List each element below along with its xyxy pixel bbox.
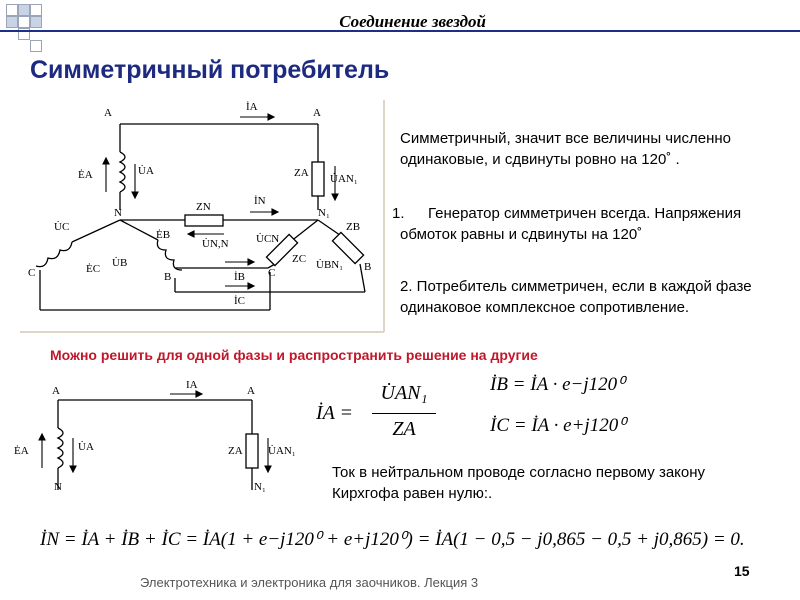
page-title: Симметричный потребитель <box>30 56 390 84</box>
node-label: N₁ <box>318 207 330 219</box>
decor-square <box>6 4 18 16</box>
formula-ib: İB = İA · e−j120⁰ <box>490 374 625 395</box>
list-item-number: 1. <box>392 205 405 222</box>
impedance-label: ZN <box>196 201 211 213</box>
emf-label: ĖB <box>156 229 171 241</box>
emf-label: ĖA <box>78 169 93 181</box>
formula-ia <box>316 380 436 450</box>
voltage-label: U̇AN₁ <box>268 445 296 457</box>
node-label: A <box>104 107 112 119</box>
header-title: Соединение звездой <box>339 12 486 31</box>
impedance-label: ZA <box>228 445 243 457</box>
node-label: C <box>28 267 36 279</box>
decor-square <box>30 4 42 16</box>
fraction-bar <box>372 413 436 414</box>
footer-course: Электротехника и электроника для заочников. Лекция 3 <box>140 575 479 590</box>
voltage-label: U̇AN₁ <box>330 173 358 185</box>
current-label: İN <box>254 195 266 207</box>
formula-ia-lhs: İA = <box>316 402 354 424</box>
symmetry-intro: Симметричный, значит все величины численно одинаковые, и сдвинуты ровно на 120˚ . <box>400 130 731 168</box>
node-label: A <box>247 385 255 397</box>
page-number: 15 <box>734 563 750 579</box>
node-label: B <box>164 271 172 283</box>
formula-ic: İC = İA · e+j120⁰ <box>490 415 626 436</box>
voltage-label: U̇N,N <box>202 238 229 250</box>
single-phase-circuit <box>10 372 310 502</box>
decor-square <box>18 4 30 16</box>
voltage-label: U̇A <box>138 165 154 177</box>
decor-square <box>6 16 18 28</box>
node-label: N <box>54 481 62 493</box>
formula-ia-numerator: U̇AN₁ <box>380 382 428 404</box>
current-label: İC <box>234 295 245 307</box>
voltage-label: U̇B <box>112 257 128 269</box>
formula-in: İN = İA + İB + İC = İA(1 + e−j120⁰ + e+j120⁰) = İA(1 − 0,5 − j0,865 − 0,5 + j0,865) = 0. <box>40 529 745 550</box>
formula-ia-denominator: ZA <box>392 418 416 440</box>
impedance-label: ZC <box>292 253 307 265</box>
emf-label: ĖC <box>86 263 101 275</box>
node-label: C <box>268 267 276 279</box>
slide-header <box>0 6 800 38</box>
impedance-label: ZA <box>294 167 309 179</box>
emf-label: ĖA <box>14 445 29 457</box>
node-label: A <box>313 107 321 119</box>
voltage-label: U̇CN <box>256 233 280 245</box>
current-label: IA <box>186 379 198 391</box>
impedance-label: ZB <box>346 221 361 233</box>
voltage-label: U̇BN₁ <box>316 259 344 271</box>
generator-symmetry-text: Генератор симметричен всегда. Напряжения обмоток равны и сдвинуты на 120˚ <box>400 205 742 243</box>
voltage-label: U̇A <box>78 441 94 453</box>
decor-square <box>30 16 42 28</box>
current-label: İB <box>234 271 245 283</box>
decor-square <box>18 16 30 28</box>
one-phase-note: Можно решить для одной фазы и распространить решение на другие <box>50 347 538 363</box>
load-symmetry-text: 2. Потребитель симметричен, если в каждой фазе одинаковое комплексное сопротивление. <box>400 278 752 316</box>
current-label: İA <box>246 101 258 113</box>
node-label: A <box>52 385 60 397</box>
star-circuit-diagram <box>0 92 400 337</box>
decor-square <box>30 40 42 52</box>
neutral-current-text: Ток в нейтральном проводе согласно первому закону Кирхгофа равен нулю:. <box>332 464 706 502</box>
node-label: N₁ <box>254 481 266 493</box>
node-label: B <box>364 261 372 273</box>
node-label: N <box>114 207 122 219</box>
voltage-label: U̇C <box>54 221 70 233</box>
